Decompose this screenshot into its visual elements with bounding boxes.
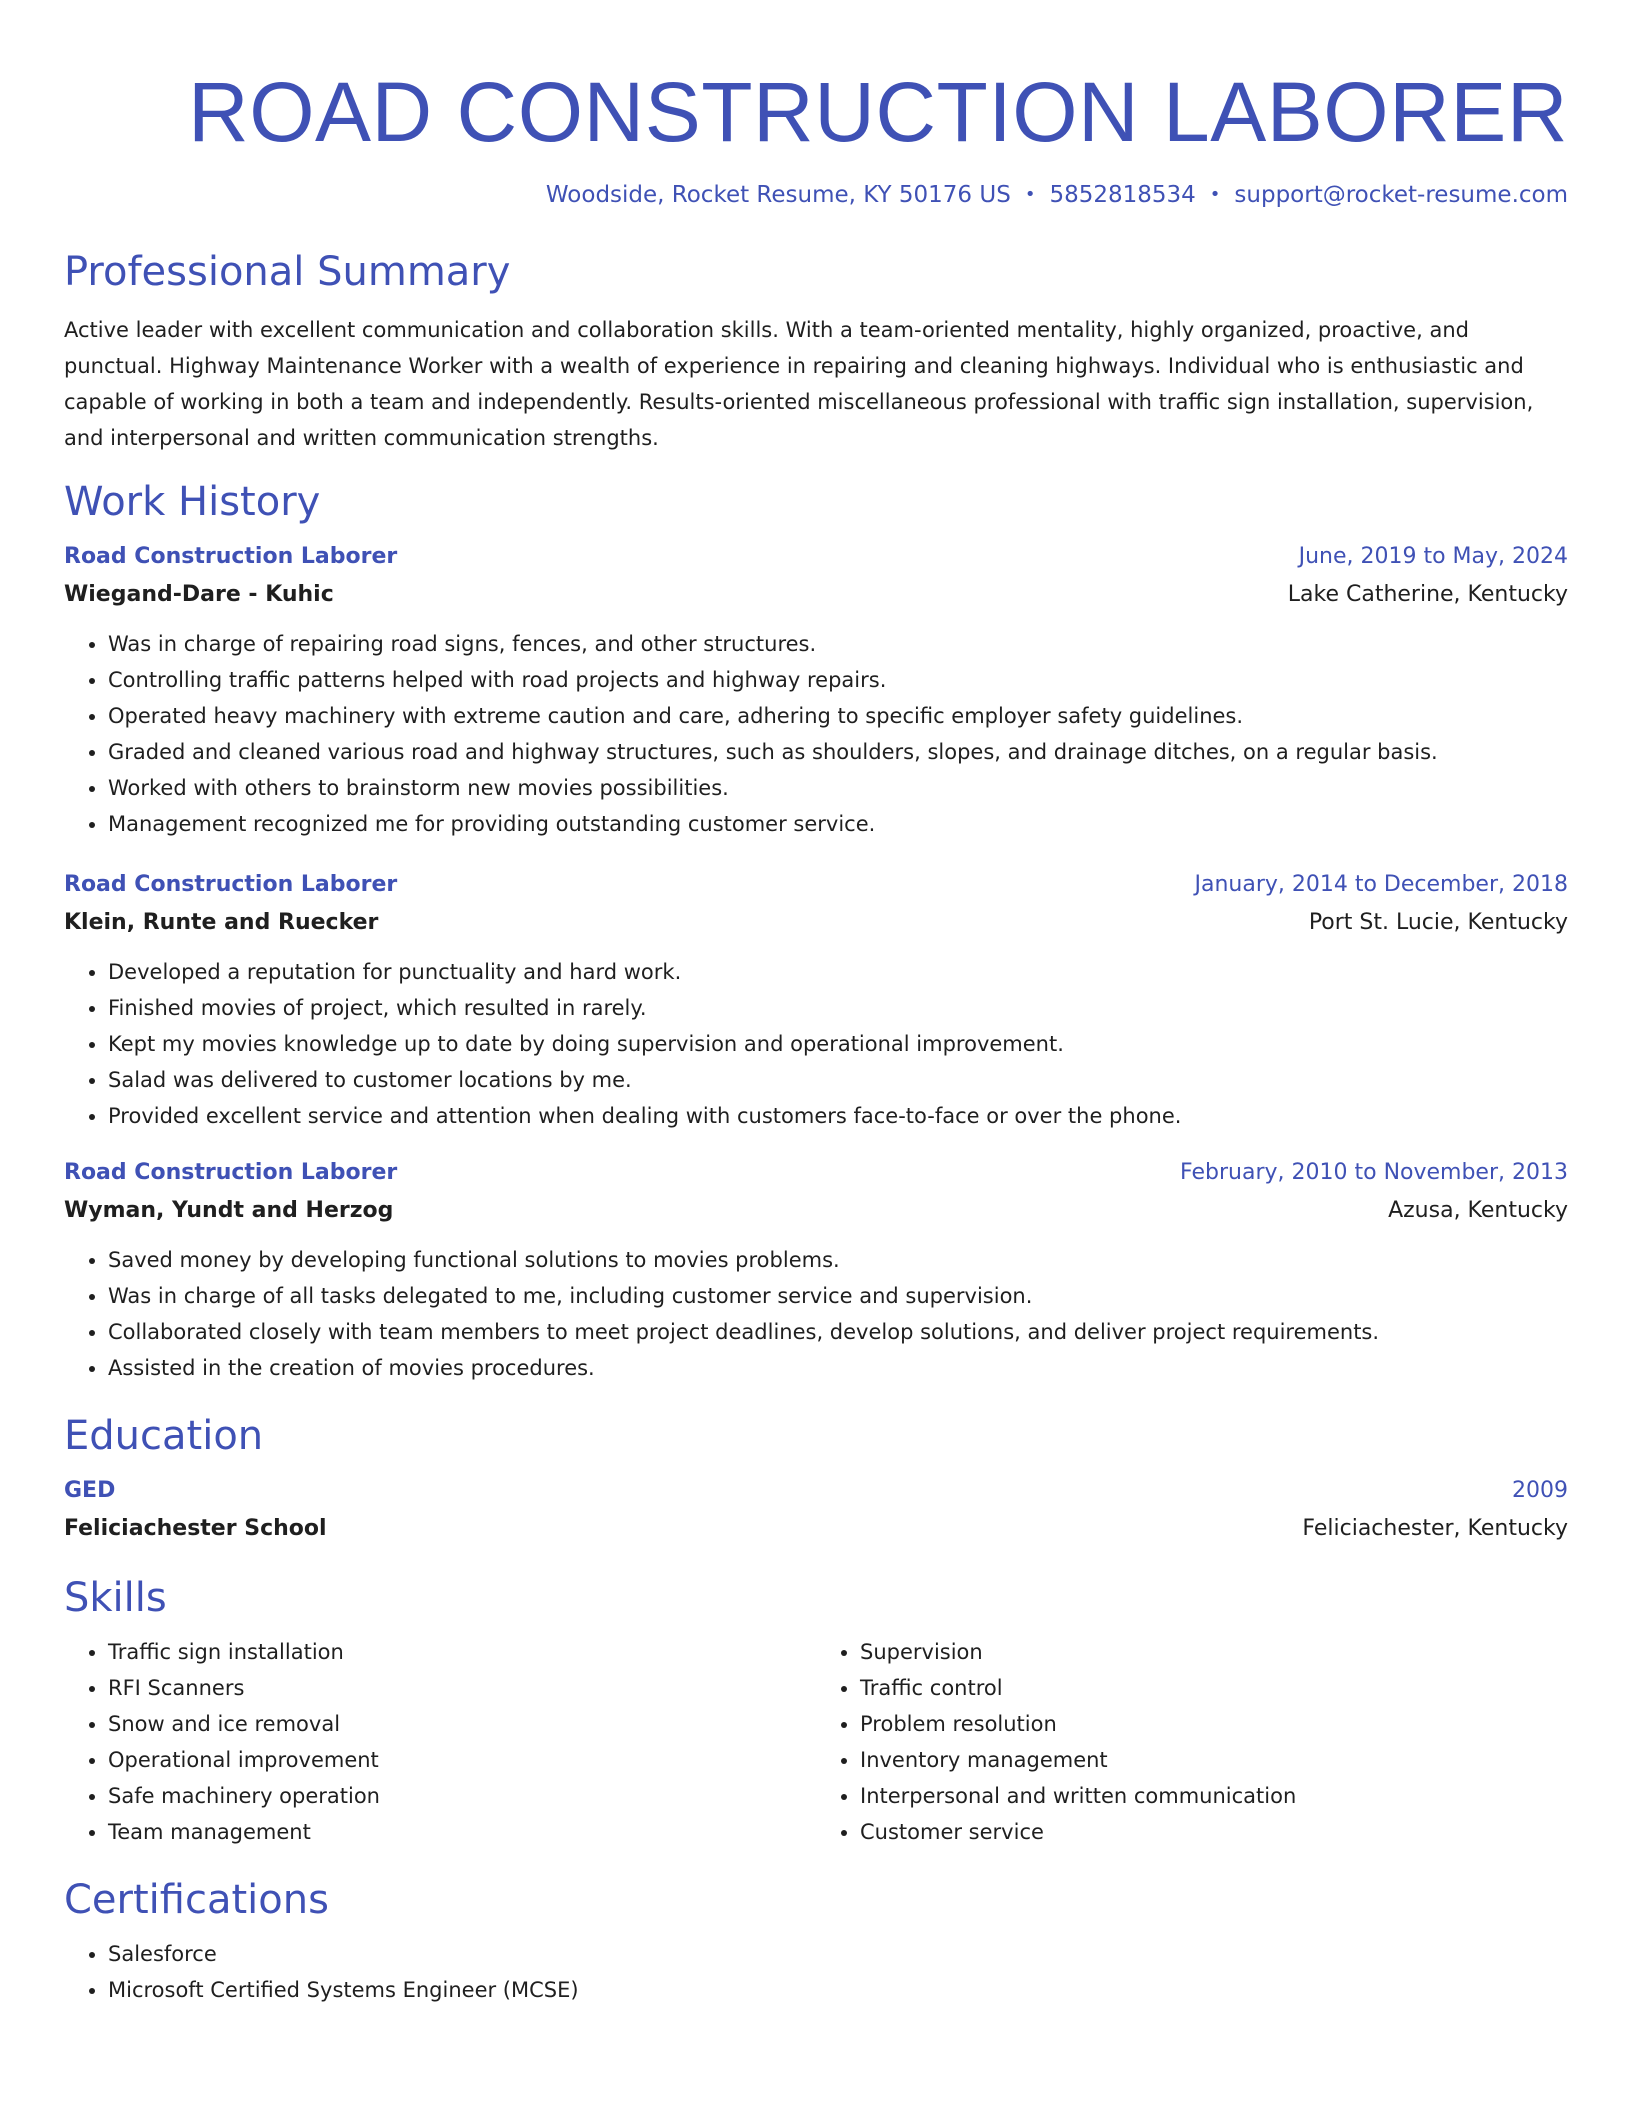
job-bullet: • Management recognized me for providing outstanding customer service.	[108, 806, 1568, 842]
job-bullets	[64, 626, 1568, 842]
contact-separator: •	[1209, 184, 1221, 205]
skills-section	[64, 1570, 1568, 1850]
skills-heading: Skills	[64, 1575, 167, 1621]
skill-item: • Operational improvement	[108, 1742, 816, 1778]
education-school-row	[64, 1510, 1568, 1548]
skill-item: • RFI Scanners	[108, 1670, 816, 1706]
skill-item: • Traffic sign installation	[108, 1634, 816, 1670]
job-bullet: • Worked with others to brainstorm new movies possibilities.	[108, 770, 1568, 806]
skill-item: • Supervision	[860, 1634, 1568, 1670]
job-bullets	[64, 1242, 1568, 1386]
skills-list-left	[64, 1634, 816, 1850]
certifications-heading: Certifications	[64, 1877, 329, 1923]
job-company-row	[64, 904, 1568, 942]
job-company-row	[64, 1192, 1568, 1230]
contact-address: Woodside, Rocket Resume, KY 50176 US	[545, 182, 1011, 208]
work-heading: Work History	[64, 479, 321, 525]
education-header-row	[64, 1472, 1568, 1510]
job-title: Road Construction Laborer	[64, 544, 398, 569]
skill-item: • Interpersonal and written communication	[860, 1778, 1568, 1814]
education-school: Feliciachester School	[64, 1516, 327, 1541]
education-degree: GED	[64, 1478, 116, 1503]
education-section	[64, 1408, 1568, 1548]
skill-item: • Team management	[108, 1814, 816, 1850]
education-location: Feliciachester, Kentucky	[1302, 1516, 1568, 1541]
education-year: 2009	[1512, 1478, 1568, 1503]
certification-item: • Microsoft Certified Systems Engineer (MCSE)	[108, 1972, 1568, 2008]
job-location: Lake Catherine, Kentucky	[1287, 582, 1568, 607]
skill-item: • Traffic control	[860, 1670, 1568, 1706]
certifications-list	[64, 1936, 1568, 2008]
summary-text: Active leader with excellent communication and collaboration skills. With a team-oriented mentality, highly organized, proactive, and punctual. Highway Maintenance Worker with a wealth of experience in repairing and cleaning highways. Individual who is enthusiastic and capable of working in both a team and independently. Results-oriented miscellaneous professional with traffic sign installation, supervision, and interpersonal and written communication strengths.	[64, 318, 1534, 450]
summary-section	[64, 244, 1568, 456]
education-heading: Education	[64, 1413, 264, 1459]
job-dates: February, 2010 to November, 2013	[1180, 1160, 1568, 1185]
job-header-row	[64, 866, 1568, 904]
contact-line	[64, 182, 1568, 208]
work-section	[64, 474, 1568, 1386]
job-dates: January, 2014 to December, 2018	[1194, 872, 1568, 897]
job-dates: June, 2019 to May, 2024	[1298, 544, 1568, 569]
summary-heading: Professional Summary	[64, 249, 511, 295]
job-company: Wyman, Yundt and Herzog	[64, 1198, 394, 1223]
skill-item: • Customer service	[860, 1814, 1568, 1850]
resume-name: ROAD CONSTRUCTION LABORER	[188, 65, 1568, 159]
job-bullet: • Was in charge of repairing road signs, fences, and other structures.	[108, 626, 1568, 662]
job-bullet: • Saved money by developing functional solutions to movies problems.	[108, 1242, 1568, 1278]
job-bullet: • Provided excellent service and attention when dealing with customers face-to-face or over the phone.	[108, 1098, 1568, 1134]
job-bullet: • Salad was delivered to customer locations by me.	[108, 1062, 1568, 1098]
job-location: Port St. Lucie, Kentucky	[1308, 910, 1568, 935]
job-title: Road Construction Laborer	[64, 1160, 398, 1185]
job-entry	[64, 538, 1568, 842]
job-bullet: • Developed a reputation for punctuality and hard work.	[108, 954, 1568, 990]
job-bullet: • Assisted in the creation of movies procedures.	[108, 1350, 1568, 1386]
skill-item: • Inventory management	[860, 1742, 1568, 1778]
contact-separator: •	[1024, 184, 1036, 205]
certifications-section	[64, 1872, 1568, 2008]
skills-list-right	[816, 1634, 1568, 1850]
skill-item: • Safe machinery operation	[108, 1778, 816, 1814]
job-bullets	[64, 954, 1568, 1134]
certification-item: • Salesforce	[108, 1936, 1568, 1972]
job-entry	[64, 1154, 1568, 1386]
job-bullet: • Was in charge of all tasks delegated to me, including customer service and supervision.	[108, 1278, 1568, 1314]
job-company: Klein, Runte and Ruecker	[64, 910, 379, 935]
job-bullet: • Operated heavy machinery with extreme caution and care, adhering to specific employer safety guidelines.	[108, 698, 1568, 734]
job-company: Wiegand-Dare - Kuhic	[64, 582, 334, 607]
job-title: Road Construction Laborer	[64, 872, 398, 897]
skill-item: • Snow and ice removal	[108, 1706, 816, 1742]
job-header-row	[64, 1154, 1568, 1192]
job-bullet: • Collaborated closely with team members to meet project deadlines, develop solutions, and deliver project requirements.	[108, 1314, 1568, 1350]
skills-grid	[64, 1634, 1568, 1850]
job-entry	[64, 866, 1568, 1134]
skill-item: • Problem resolution	[860, 1706, 1568, 1742]
contact-phone: 5852818534	[1049, 182, 1196, 208]
job-header-row	[64, 538, 1568, 576]
job-bullet: • Graded and cleaned various road and highway structures, such as shoulders, slopes, and drainage ditches, on a regular basis.	[108, 734, 1568, 770]
job-location: Azusa, Kentucky	[1388, 1198, 1568, 1223]
job-bullet: • Finished movies of project, which resulted in rarely.	[108, 990, 1568, 1026]
job-bullet: • Controlling traffic patterns helped with road projects and highway repairs.	[108, 662, 1568, 698]
job-company-row	[64, 576, 1568, 614]
job-bullet: • Kept my movies knowledge up to date by doing supervision and operational improvement.	[108, 1026, 1568, 1062]
contact-email: support@rocket-resume.com	[1234, 182, 1568, 208]
